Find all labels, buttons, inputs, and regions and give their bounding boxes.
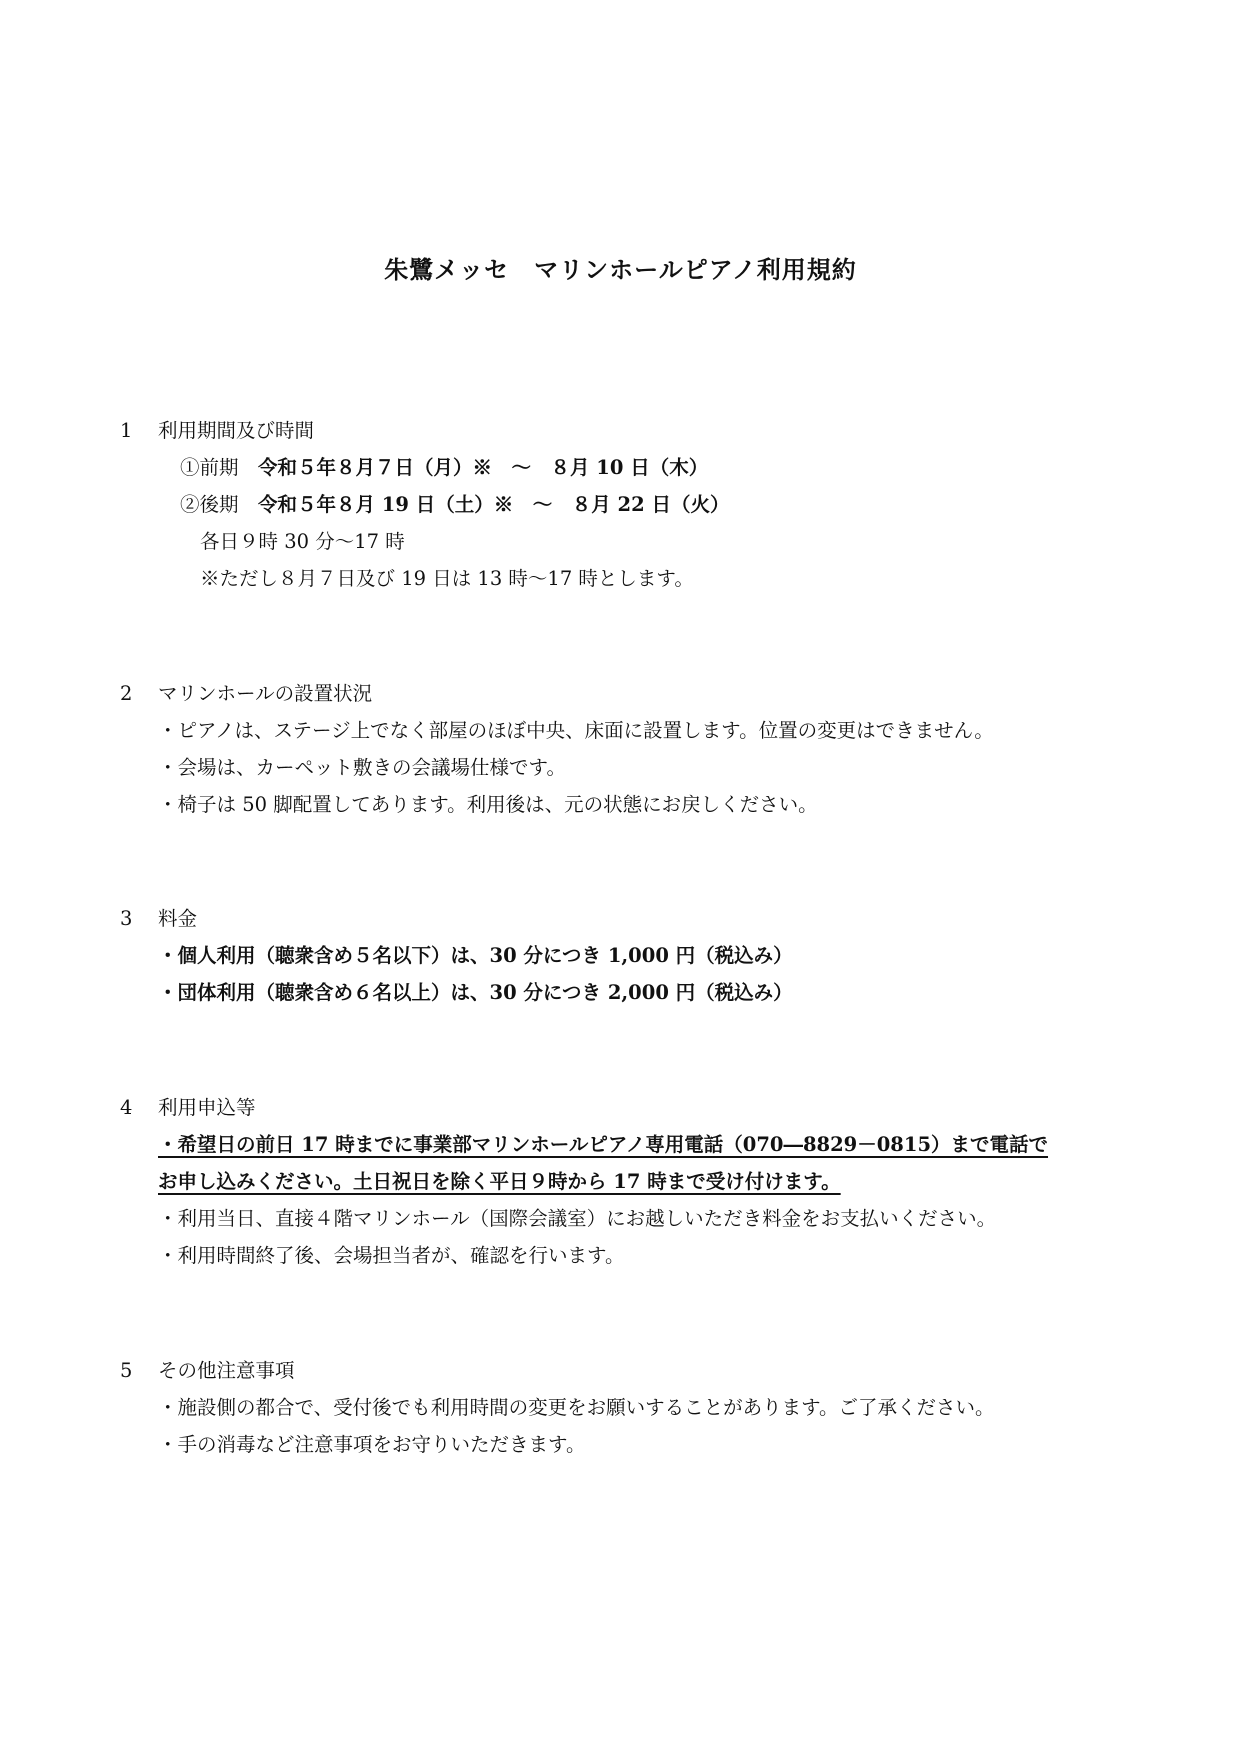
page-title: 朱鷺メッセ マリンホールピアノ利用規約 <box>384 255 857 284</box>
section-heading: その他注意事項 <box>158 1359 295 1382</box>
section-heading: マリンホールの設置状況 <box>158 682 373 705</box>
list-item: ・会場は、カーペット敷きの会議場仕様です。 <box>158 756 566 779</box>
section-number: 3 <box>120 907 133 930</box>
period-dates: 令和５年８月 19 日（土）※ ～ ８月 22 日（火） <box>258 493 730 516</box>
hours-note: ※ただし８月７日及び 19 日は 13 時～17 時とします。 <box>200 567 694 590</box>
section-number: 2 <box>120 682 133 705</box>
period-label: ②後期 <box>180 493 259 516</box>
period-row <box>180 492 729 518</box>
section-number: 4 <box>120 1096 133 1119</box>
period-dates: 令和５年８月７日（月）※ ～ ８月 10 日（木） <box>258 456 709 479</box>
period-row <box>180 455 708 481</box>
list-item: ・施設側の都合で、受付後でも利用時間の変更をお願いすることがあります。ご了承ください。 <box>158 1396 995 1419</box>
list-item: ・ピアノは、ステージ上でなく部屋のほぼ中央、床面に設置します。位置の変更はできません。 <box>158 719 994 742</box>
daily-hours: 各日９時 30 分～17 時 <box>200 530 405 553</box>
section-heading: 利用期間及び時間 <box>158 419 315 442</box>
list-item: ・利用当日、直接４階マリンホール（国際会議室）にお越しいただき料金をお支払いください。 <box>158 1207 997 1230</box>
section-number: 1 <box>120 419 133 442</box>
application-instructions: お申し込みください。土日祝日を除く平日９時から 17 時まで受け付けます。 <box>158 1170 841 1193</box>
application-instructions: ・希望日の前日 17 時までに事業部マリンホールピアノ専用電話（070―8829－0815）まで電話で <box>158 1133 1049 1156</box>
section-heading: 料金 <box>158 907 198 930</box>
list-item: ・椅子は 50 脚配置してあります。利用後は、元の状態にお戻しください。 <box>158 793 818 816</box>
section-number: 5 <box>120 1359 133 1382</box>
list-item: ・手の消毒など注意事項をお守りいただきます。 <box>158 1433 586 1456</box>
section-heading: 利用申込等 <box>158 1096 256 1119</box>
fee-item: ・個人利用（聴衆含め５名以下）は、30 分につき 1,000 円（税込み） <box>158 944 793 967</box>
list-item: ・利用時間終了後、会場担当者が、確認を行います。 <box>158 1244 625 1267</box>
period-label: ①前期 <box>180 456 259 479</box>
fee-item: ・団体利用（聴衆含め６名以上）は、30 分につき 2,000 円（税込み） <box>158 981 793 1004</box>
